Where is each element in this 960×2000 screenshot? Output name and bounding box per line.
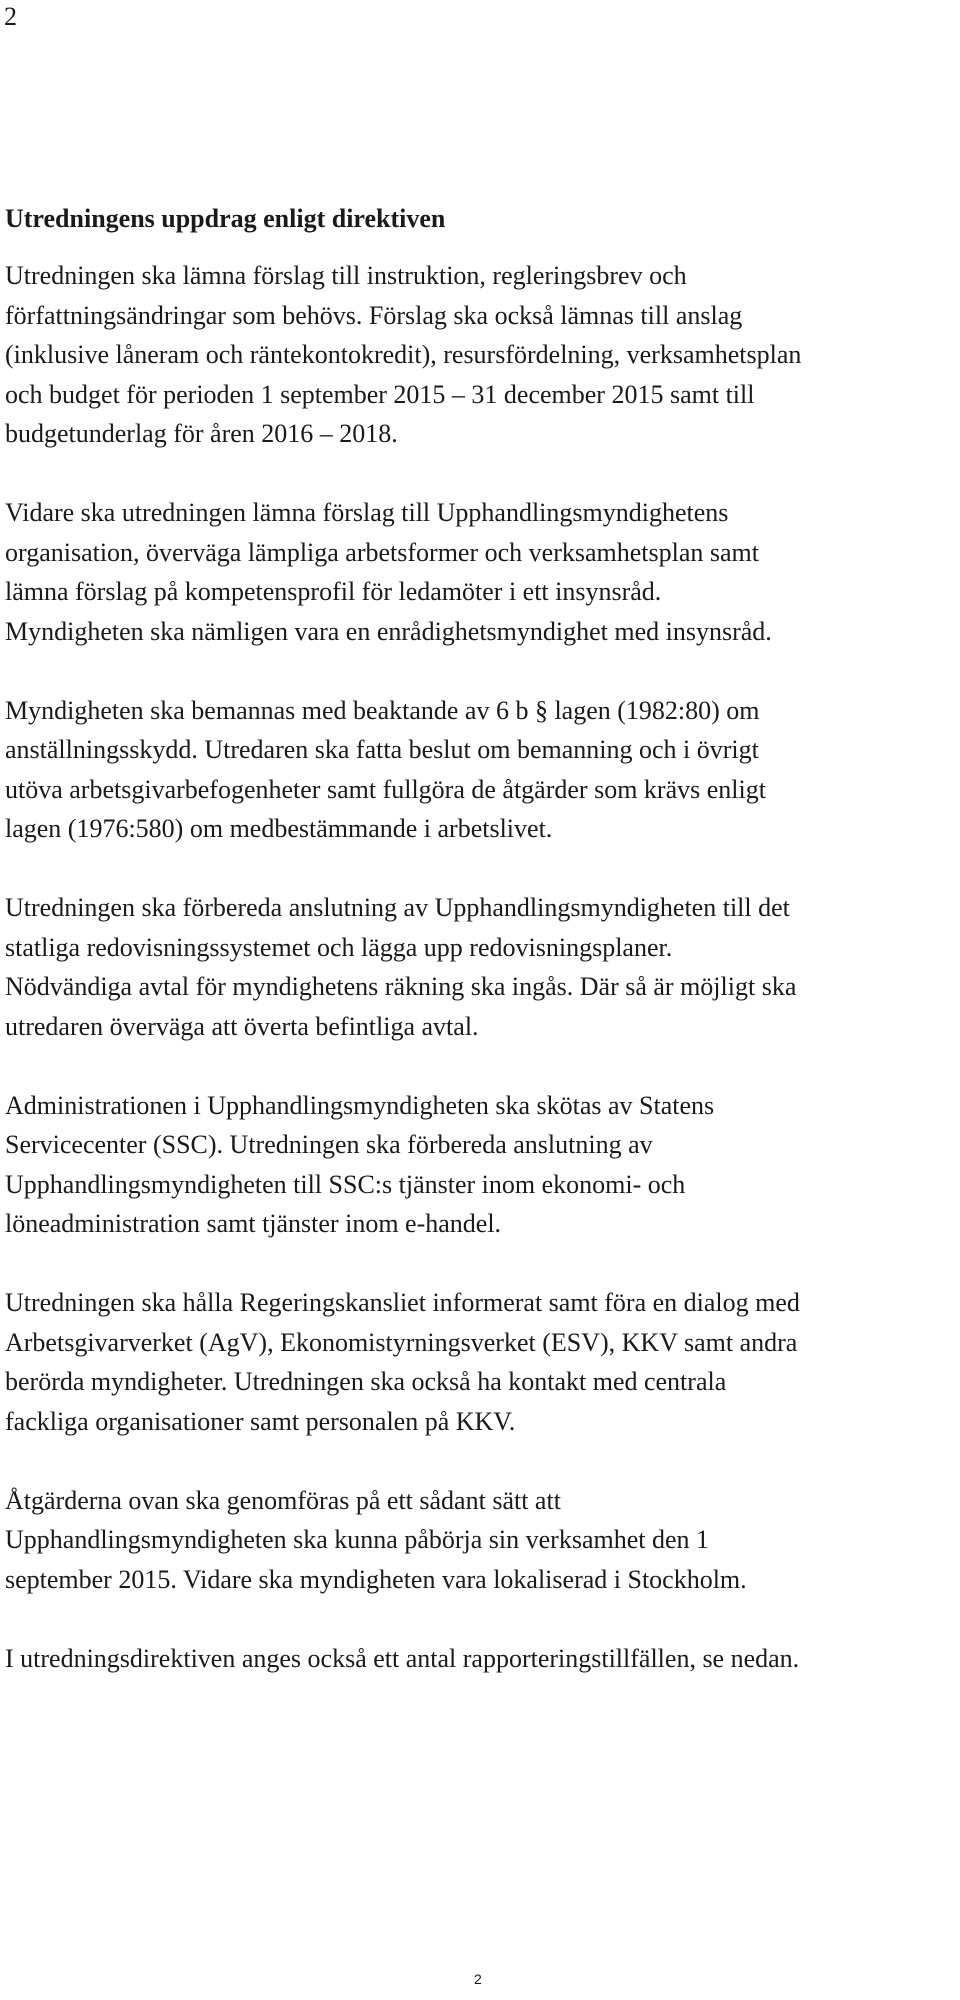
page-number-bottom: 2 bbox=[474, 1971, 482, 1987]
paragraph-3: Myndigheten ska bemannas med beaktande av 6 b § lagen (1982:80) om anställningsskydd. Utredaren ska fatta beslut om bemanning och i övrigt utöva arbetsgivarbefogenheter samt fullgöra de åtgärder som krävs enligt lagen (1976:580) om medbestämmande i arbetslivet. bbox=[5, 695, 766, 843]
paragraph-2: Vidare ska utredningen lämna förslag till Upphandlingsmyndighetens organisation, överväga lämpliga arbetsformer och verksamhetsplan samt lämna förslag på kompetensprofil för ledamöter i ett insynsråd. Myndigheten ska nämligen vara en enrådighetsmyndighet med insynsråd. bbox=[5, 498, 772, 646]
paragraph-8: I utredningsdirektiven anges också ett antal rapporteringstillfällen, se nedan. bbox=[5, 1643, 800, 1673]
paragraph-1: Utredningen ska lämna förslag till instruktion, regleringsbrev och författningsändringar som behövs. Förslag ska också lämnas till anslag (inklusive låneram och räntekontokredit), resursfördelning, verksamhetsplan och budget för perioden 1 september 2015 – 31 december 2015 samt till budgetunderlag för åren 2016 – 2018. bbox=[5, 261, 802, 448]
paragraph-6: Utredningen ska hålla Regeringskansliet informerat samt föra en dialog med Arbetsgivarverket (AgV), Ekonomistyrningsverket (ESV), KKV samt andra berörda myndigheter. Utredningen ska också ha kontakt med centrala fackliga organisationer samt personalen på KKV. bbox=[5, 1288, 800, 1436]
section-heading: Utredningens uppdrag enligt direktiven bbox=[5, 204, 446, 233]
paragraph-5: Administrationen i Upphandlingsmyndigheten ska skötas av Statens Servicecenter (SSC). Utredningen ska förbereda anslutning av Upphandlingsmyndigheten till SSC:s tjänster inom ekonomi- och löneadministration samt tjänster inom e-handel. bbox=[5, 1090, 715, 1238]
paragraph-7: Åtgärderna ovan ska genomföras på ett sådant sätt att Upphandlingsmyndigheten ska kunna påbörja sin verksamhet den 1 september 2015. Vidare ska myndigheten vara lokaliserad i Stockholm. bbox=[5, 1485, 747, 1594]
document-body bbox=[5, 204, 955, 1718]
paragraph-4: Utredningen ska förbereda anslutning av Upphandlingsmyndigheten till det statliga redovisningssystemet och lägga upp redovisningsplaner. Nödvändiga avtal för myndighetens räkning ska ingås. Där så är möjligt ska utredaren överväga att överta befintliga avtal. bbox=[5, 893, 797, 1041]
page-number-top: 2 bbox=[4, 2, 17, 31]
